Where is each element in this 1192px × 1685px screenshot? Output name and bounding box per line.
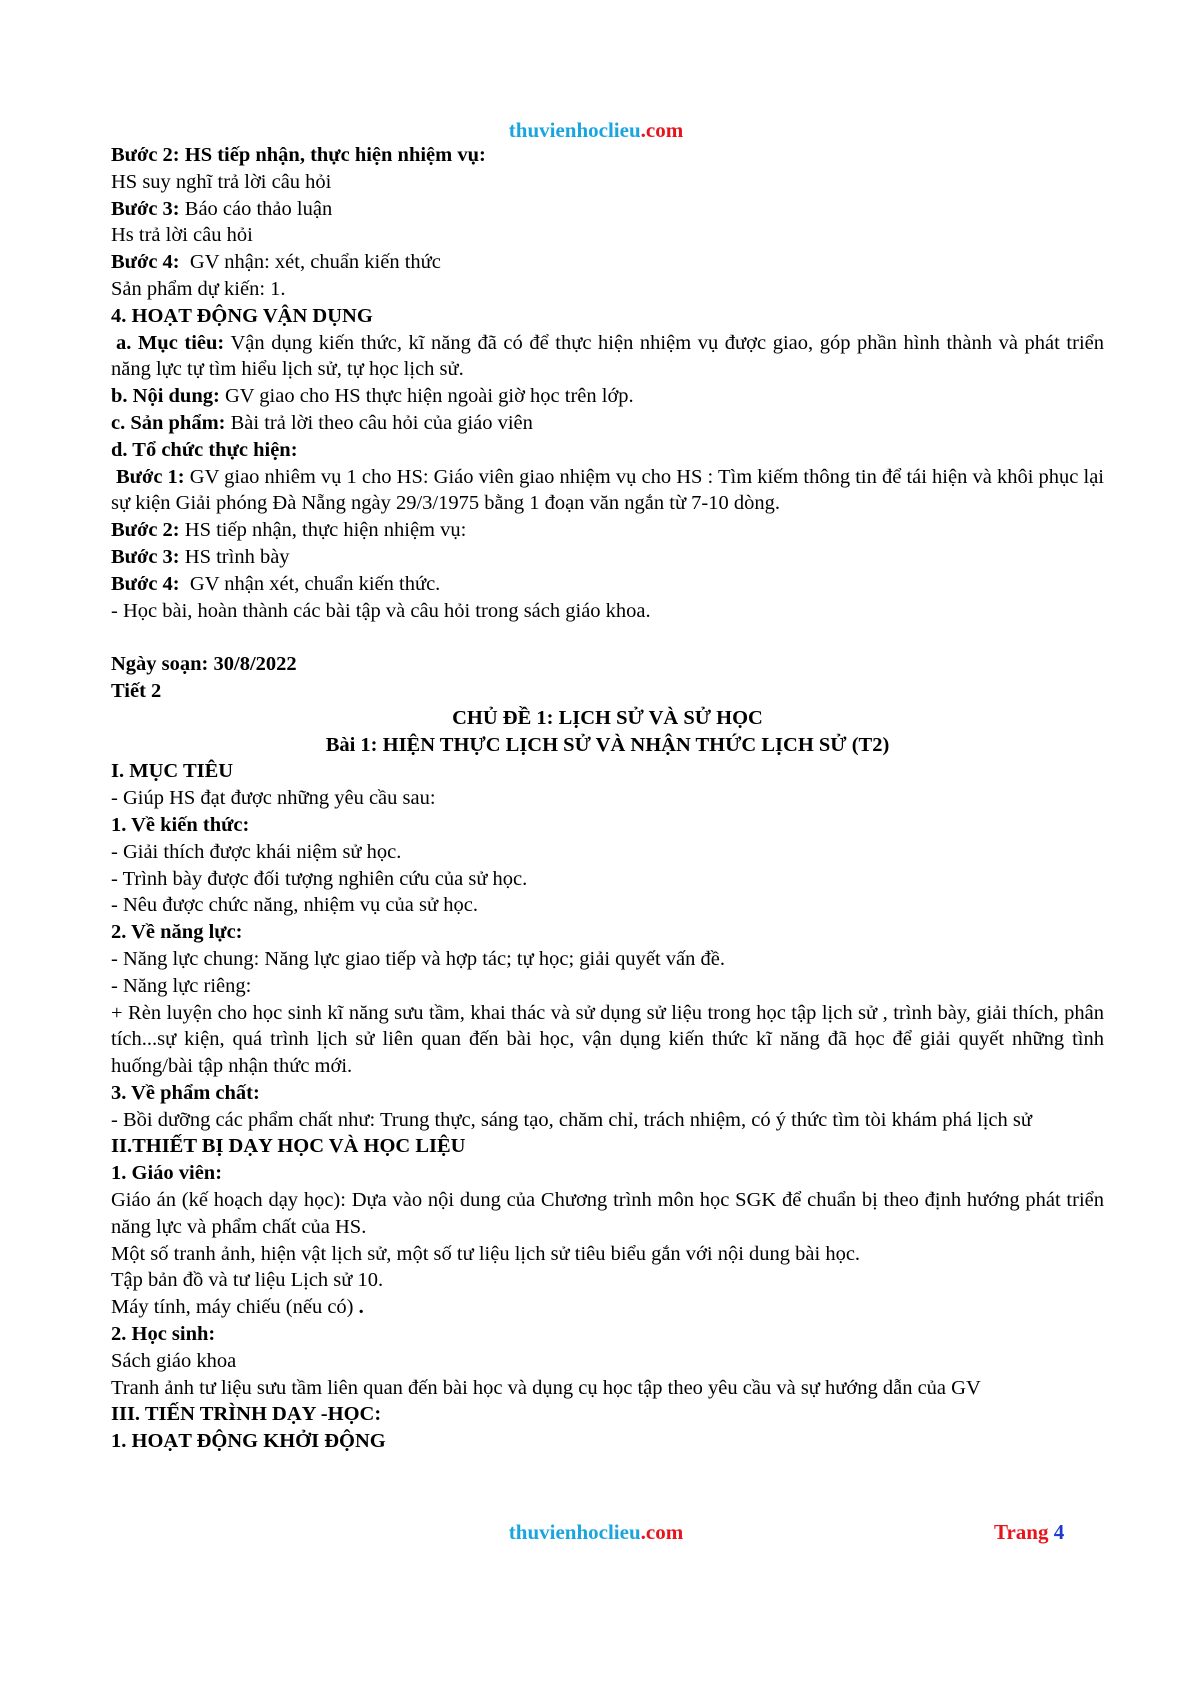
subheading: [111, 1160, 1104, 1187]
paragraph: - Năng lực chung: Năng lực giao tiếp và hợp tác; tự học; giải quyết vấn đề.: [111, 947, 726, 970]
header-site-tld: .com: [640, 118, 684, 142]
paragraph: [111, 517, 1104, 544]
bold-text: Bước 1:: [116, 465, 185, 488]
page-word: Trang: [994, 1520, 1049, 1544]
text: HS trình bày: [179, 545, 290, 568]
paragraph: [111, 437, 1104, 464]
paragraph: HS suy nghĩ trả lời câu hỏi: [111, 170, 332, 193]
bold-text: 3. Về phẩm chất:: [111, 1081, 260, 1104]
paragraph: [111, 142, 1104, 169]
paragraph: - Giúp HS đạt được những yêu cầu sau:: [111, 787, 436, 810]
paragraph: - Năng lực riêng:: [111, 974, 252, 997]
paragraph: [111, 651, 1104, 678]
section-heading: [111, 758, 1104, 785]
subheading: [111, 919, 1104, 946]
paragraph: Sản phẩm dự kiến: 1.: [111, 277, 286, 300]
bold-text: II.THIẾT BỊ DẠY HỌC VÀ HỌC LIỆU: [111, 1135, 466, 1158]
paragraph: [111, 196, 1104, 223]
footer-site-name: thuvienhoclieu: [508, 1520, 641, 1544]
bold-text: .: [353, 1296, 364, 1319]
paragraph: [111, 571, 1104, 598]
bold-text: 1. Giáo viên:: [111, 1162, 223, 1185]
footer-site-tld: .com: [640, 1520, 684, 1544]
bold-text: 4. HOẠT ĐỘNG VẬN DỤNG: [111, 304, 373, 327]
section-heading: [111, 1428, 1104, 1455]
bold-text: 2. Về năng lực:: [111, 921, 243, 944]
paragraph: - Bồi dưỡng các phẩm chất như: Trung thực, sáng tạo, chăm chỉ, trách nhiệm, có ý thức tìm tòi khám phá lịch sử: [111, 1108, 1032, 1131]
bold-text: I. MỤC TIÊU: [111, 760, 234, 783]
bold-text: Bước 4:: [111, 251, 180, 274]
bold-text: a. Mục tiêu:: [116, 331, 225, 354]
paragraph: - Nêu được chức năng, nhiệm vụ của sử học.: [111, 894, 478, 917]
bold-text: Bước 4:: [111, 572, 180, 595]
bold-text: CHỦ ĐỀ 1: LỊCH SỬ VÀ SỬ HỌC: [452, 706, 763, 729]
paragraph: [111, 1294, 1104, 1321]
paragraph: Tập bản đồ và tư liệu Lịch sử 10.: [111, 1269, 384, 1292]
text: GV giao nhiêm vụ 1 cho HS: Giáo viên giao nhiệm vụ cho HS : Tìm kiếm thông tin để tái hiện và khôi phục lại sự kiện Giải phóng Đà Nẵng ngày 29/3/1975 bằng 1 đoạn văn ngắn từ 7-10 dòng.: [111, 465, 1104, 515]
section-heading: [111, 303, 1104, 330]
text: GV giao cho HS thực hiện ngoài giờ học trên lớp.: [219, 385, 634, 408]
document-body: [111, 142, 1104, 1455]
bold-text: d. Tổ chức thực hiện:: [111, 438, 298, 461]
subheading: [111, 1321, 1104, 1348]
paragraph: [111, 678, 1104, 705]
topic-title: [111, 705, 1104, 732]
paragraph: [111, 410, 1104, 437]
paragraph: [111, 383, 1104, 410]
bold-text: Bài 1: HIỆN THỰC LỊCH SỬ VÀ NHẬN THỨC LỊCH SỬ (T2): [325, 733, 890, 756]
bold-text: 2. Học sinh:: [111, 1323, 216, 1346]
paragraph: + Rèn luyện cho học sinh kĩ năng sưu tầm, khai thác và sử dụng sử liệu trong học tập lịch sử , trình bày, giải thích, phân tích...sự kiện, quá trình lịch sử liên quan đến bài học, vận dụng kiến thức kĩ năng đã học để giải quyết những tình huống/bài tập nhận thức mới.: [111, 1001, 1104, 1078]
page-number: 4: [1053, 1520, 1065, 1544]
bold-text: III. TIẾN TRÌNH DẠY -HỌC:: [111, 1403, 382, 1426]
header-watermark: [0, 118, 1192, 143]
subheading: [111, 1080, 1104, 1107]
paragraph: Sách giáo khoa: [111, 1349, 237, 1372]
paragraph: [111, 249, 1104, 276]
bold-text: b. Nội dung:: [111, 385, 220, 408]
paragraph: Hs trả lời câu hỏi: [111, 224, 253, 247]
text: Bài trả lời theo câu hỏi của giáo viên: [225, 411, 533, 434]
date-line: Ngày soạn: 30/8/2022: [111, 653, 297, 676]
text: Báo cáo thảo luận: [179, 197, 333, 220]
bold-text: Bước 2:: [111, 519, 180, 542]
paragraph: [111, 330, 1104, 384]
page-indicator: [994, 1520, 1064, 1545]
subheading: [111, 812, 1104, 839]
paragraph: Giáo án (kế hoạch dạy học): Dựa vào nội dung của Chương trình môn học SGK để chuẩn bị theo định hướng phát triển năng lực và phẩm chất của HS.: [111, 1189, 1104, 1238]
paragraph: - Giải thích được khái niệm sử học.: [111, 840, 402, 863]
text: HS tiếp nhận, thực hiện nhiệm vụ:: [179, 519, 467, 542]
paragraph: - Học bài, hoàn thành các bài tập và câu hỏi trong sách giáo khoa.: [111, 599, 651, 622]
bold-text: 1. HOẠT ĐỘNG KHỞI ĐỘNG: [111, 1430, 386, 1453]
paragraph: Tranh ảnh tư liệu sưu tầm liên quan đến bài học và dụng cụ học tập theo yêu cầu và sự hướng dẫn của GV: [111, 1376, 981, 1399]
section-heading: [111, 1401, 1104, 1428]
bold-text: 1. Về kiến thức:: [111, 813, 250, 836]
paragraph: [111, 544, 1104, 571]
period-label: Tiết 2: [111, 679, 162, 702]
lesson-title: [111, 732, 1104, 759]
text: Vận dụng kiến thức, kĩ năng đã có để thực hiện nhiệm vụ được giao, góp phần hình thành và phát triển năng lực tự tìm hiểu lịch sử, tự học lịch sử.: [111, 331, 1104, 381]
text: Máy tính, máy chiếu (nếu có): [111, 1296, 354, 1319]
text: GV nhận xét, chuẩn kiến thức.: [179, 572, 441, 595]
paragraph: Một số tranh ảnh, hiện vật lịch sử, một số tư liệu lịch sử tiêu biểu gắn với nội dung bài học.: [111, 1242, 861, 1265]
bold-text: Bước 3:: [111, 197, 180, 220]
bold-text: Bước 2: HS tiếp nhận, thực hiện nhiệm vụ:: [111, 144, 486, 166]
bold-text: c. Sản phẩm:: [111, 411, 226, 434]
paragraph: [111, 464, 1104, 518]
paragraph: - Trình bày được đối tượng nghiên cứu của sử học.: [111, 867, 528, 890]
header-site-name: thuvienhoclieu: [508, 118, 641, 142]
bold-text: Bước 3:: [111, 545, 180, 568]
text: GV nhận: xét, chuẩn kiến thức: [179, 251, 441, 274]
section-heading: [111, 1133, 1104, 1160]
